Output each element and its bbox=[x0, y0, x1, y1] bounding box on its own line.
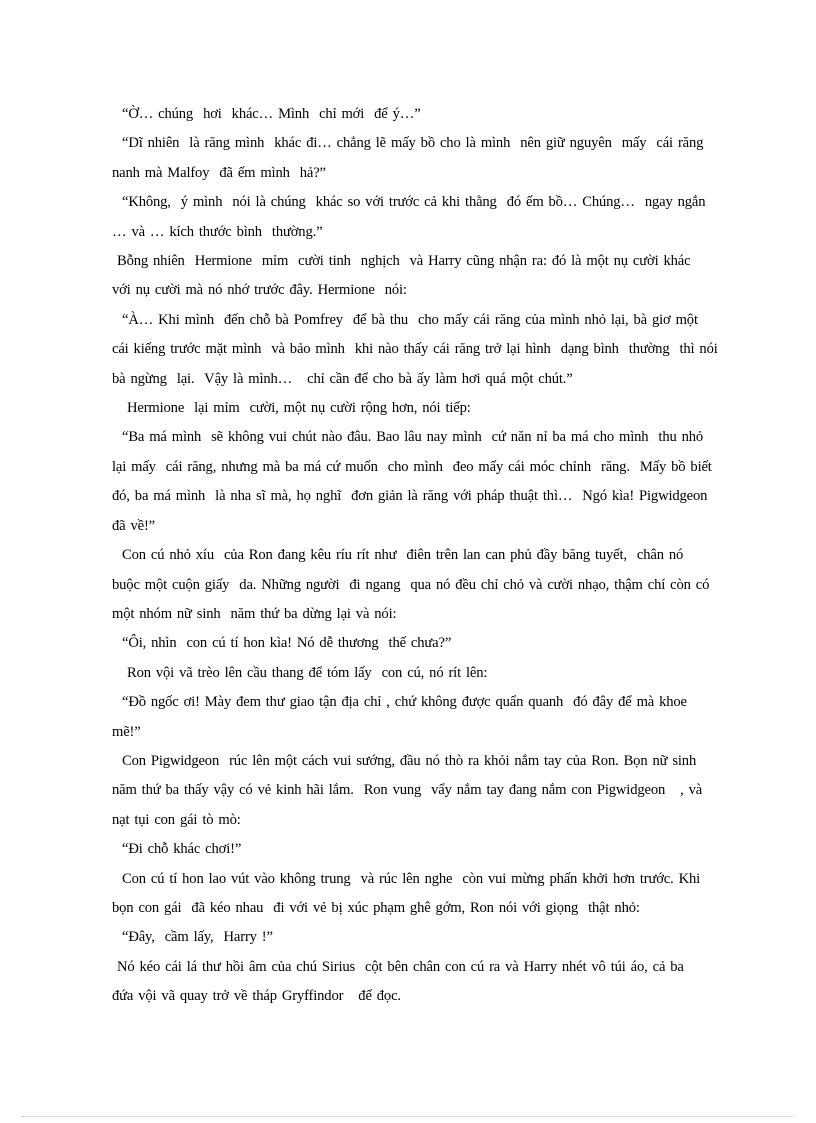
text-line: mẽ!” bbox=[112, 723, 141, 740]
text-line: “Dĩ nhiên là răng mình khác đi… chẳng lẽ mấy bồ cho là mình nên giữ nguyên mấy cái răng bbox=[112, 135, 704, 152]
text-line: “Ba má mình sẽ không vui chút nào đâu. Bao lâu nay mình cứ năn nỉ ba má cho mình thu nhỏ bbox=[112, 429, 704, 446]
text-line: “Đi chỗ khác chơi!” bbox=[112, 841, 242, 858]
text-line: “Ôi, nhìn con cú tí hon kìa! Nó dễ thương thế chưa?” bbox=[112, 635, 452, 652]
text-line: lại mấy cái răng, nhưng mà ba má cứ muốn cho mình đeo mấy cái móc chỉnh răng. Mấy bồ biết bbox=[112, 458, 712, 475]
text-line: “À… Khi mình đến chỗ bà Pomfrey để bà thu cho mấy cái răng của mình nhỏ lại, bà giơ một bbox=[112, 311, 698, 328]
body-text bbox=[112, 100, 748, 1012]
text-line: “Đây, cầm lấy, Harry !” bbox=[112, 929, 273, 946]
text-line: Bỗng nhiên Hermione mỉm cười tinh nghịch và Harry cũng nhận ra: đó là một nụ cười khác bbox=[112, 253, 691, 270]
text-line: “Ờ… chúng hơi khác… Mình chỉ mới để ý…” bbox=[112, 106, 421, 122]
text-line: Nó kéo cái lá thư hồi âm của chú Sirius cột bên chân con cú ra và Harry nhét vô túi áo, cả ba bbox=[112, 958, 684, 975]
paragraph bbox=[112, 129, 748, 188]
text-line: bọn con gái đã kéo nhau đi với vẻ bị xúc phạm ghê gớm, Ron nói với giọng thật nhỏ: bbox=[112, 899, 640, 916]
paragraph bbox=[112, 394, 748, 423]
paragraph bbox=[112, 188, 748, 247]
text-line: một nhóm nữ sinh năm thứ ba dừng lại và nói: bbox=[112, 605, 397, 622]
text-line: Hermione lại mỉm cười, một nụ cười rộng hơn, nói tiếp: bbox=[112, 400, 471, 417]
text-line: nạt tụi con gái tò mò: bbox=[112, 811, 241, 828]
text-line: … và … kích thước bình thường.” bbox=[112, 223, 323, 240]
text-line: đứa vội vã quay trở về tháp Gryffindor để đọc. bbox=[112, 988, 401, 1005]
paragraph bbox=[112, 100, 748, 129]
text-line: Con cú tí hon lao vút vào không trung và rúc lên nghe còn vui mừng phấn khởi hơn trước. Khi bbox=[112, 870, 701, 887]
paragraph bbox=[112, 865, 748, 924]
paragraph bbox=[112, 423, 748, 541]
paragraph bbox=[112, 953, 748, 1012]
text-line: Con Pigwidgeon rúc lên một cách vui sướng, đầu nó thò ra khỏi nắm tay của Ron. Bọn nữ sinh bbox=[112, 752, 697, 769]
paragraph bbox=[112, 541, 748, 629]
footer-dotted-rule bbox=[22, 1116, 794, 1117]
text-line: “Đồ ngốc ơi! Mày đem thư giao tận địa chỉ , chứ không được quẩn quanh đó đây để mà khoe bbox=[112, 694, 687, 711]
text-line: buộc một cuộn giấy da. Những người đi ngang qua nó đều chỉ chỏ và cười nhạo, thậm chí còn có bbox=[112, 576, 710, 593]
paragraph bbox=[112, 747, 748, 835]
paragraph bbox=[112, 688, 748, 747]
text-line: nanh mà Malfoy đã ếm mình hả?” bbox=[112, 164, 326, 181]
text-line: “Không, ý mình nói là chúng khác so với trước cả khi thằng đó ếm bồ… Chúng… ngay ngắn bbox=[112, 194, 706, 211]
text-line: cái kiếng trước mặt mình và bảo mình khi nào thấy cái răng trở lại hình dạng bình thường thì nói bbox=[112, 341, 718, 358]
paragraph bbox=[112, 306, 748, 394]
text-line: đã về!” bbox=[112, 517, 155, 534]
text-line: với nụ cười mà nó nhớ trước đây. Hermione nói: bbox=[112, 282, 407, 299]
text-line: đó, ba má mình là nha sĩ mà, họ nghĩ đơn giản là răng với pháp thuật thì… Ngó kìa! Pigwidgeon bbox=[112, 488, 708, 505]
text-line: bà ngừng lại. Vậy là mình… chỉ cần để cho bà ấy làm hơi quá một chút.” bbox=[112, 370, 573, 387]
text-line: Ron vội vã trèo lên cầu thang để tóm lấy con cú, nó rít lên: bbox=[112, 664, 488, 681]
paragraph bbox=[112, 659, 748, 688]
paragraph bbox=[112, 835, 748, 864]
paragraph bbox=[112, 629, 748, 658]
text-line: năm thứ ba thấy vậy có vẻ kinh hãi lắm. Ron vung vẩy nắm tay đang nắm con Pigwidgeon , và bbox=[112, 782, 703, 799]
paragraph bbox=[112, 923, 748, 952]
paragraph bbox=[112, 247, 748, 306]
text-line: Con cú nhỏ xíu của Ron đang kêu ríu rít như điên trên lan can phủ đầy băng tuyết, chân nó bbox=[112, 547, 684, 564]
